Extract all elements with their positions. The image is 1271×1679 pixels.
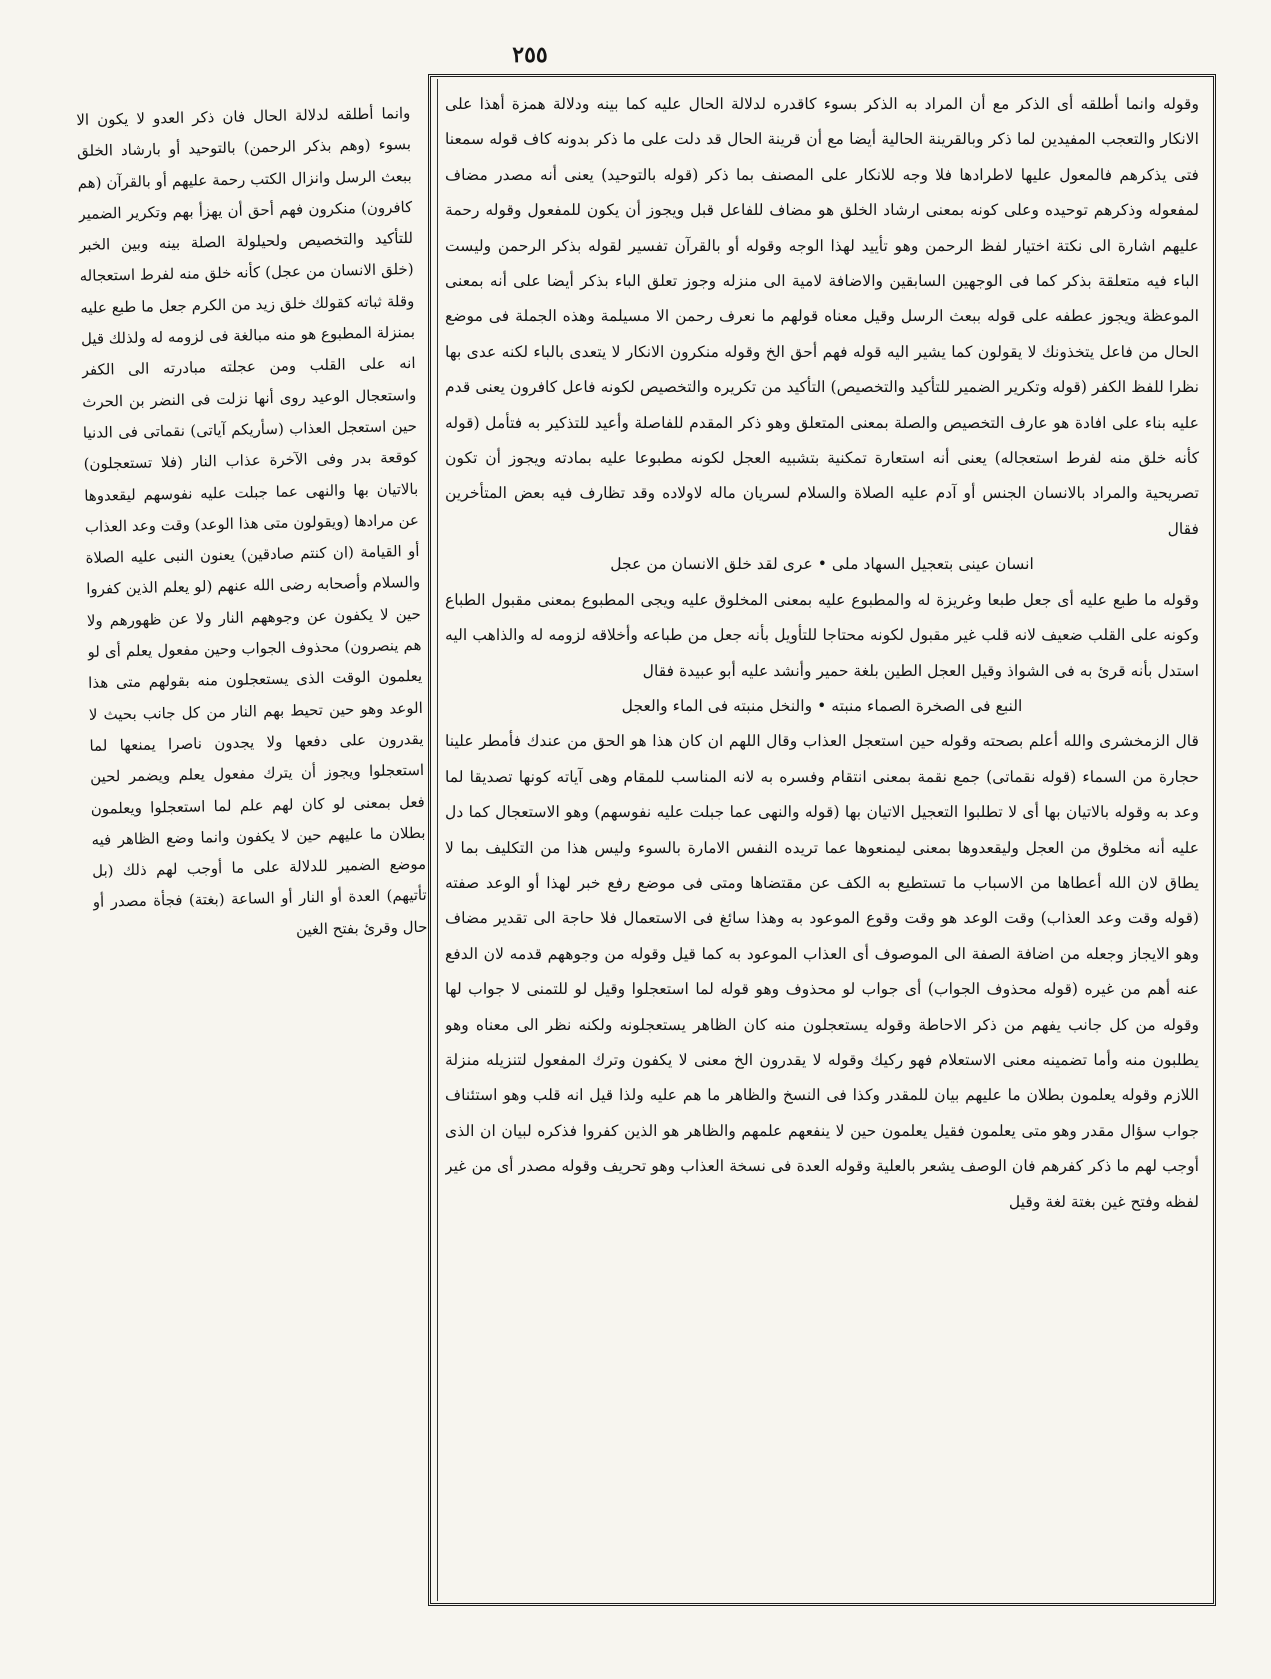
margin-text-column (76, 98, 441, 1605)
main-commentary-frame (428, 74, 1216, 1606)
main-commentary-column (445, 87, 1199, 1595)
poetry-verse: انسان عينى بتعجيل السهاد ملى • عرى لقد خلق الانسان من عجل (610, 555, 1034, 574)
margin-paragraph: وانما أطلقه لدلالة الحال فان ذكر العدو لا يكون الا بسوء (وهم بذكر الرحمن) بالتوحيد أو بارشاد الخلق ببعث الرسل وانزال الكتب رحمة عليهم أو بالقرآن (هم كافرون) منكرون فهم أحق أن يهزأ بهم وتكرير الضمير للتأكيد والتخصيص ولحيلولة الصلة بينه وبين الخبر (خلق الانسان من عجل) كأنه خلق منه لفرط استعجاله وقلة ثباته كقولك خلق زيد من الكرم جعل ما طبع عليه بمنزلة المطبوع هو منه مبالغة فى لزومه له ولذلك قيل انه على القلب ومن عجلته مبادرته الى الكفر واستعجال الوعيد روى أنها نزلت فى النضر بن الحرث حين استعجل العذاب (سأريكم آياتى) نقماتى فى الدنيا كوقعة بدر وفى الآخرة عذاب النار (فلا تستعجلون) بالاتيان بها والنهى عما جبلت عليه نفوسهم ليقعدوها عن مرادها (ويقولون متى هذا الوعد) وقت وعد العذاب أو القيامة (ان كنتم صادقين) يعنون النبى عليه الصلاة والسلام وأصحابه رضى الله عنهم (لو يعلم الذين كفروا حين لا يكفون عن وجوههم النار ولا عن ظهورهم ولا هم ينصرون) محذوف الجواب وحين مفعول يعلم أى لو يعلمون الوقت الذى يستعجلون منه بقولهم متى هذا الوعد وهو حين تحيط بهم النار من كل جانب بحيث لا يقدرون على دفعها ولا يجدون ناصرا يمنعها لما استعجلوا ويجوز أن يترك مفعول يعلم ويضمر لحين فعل بمعنى لو كان لهم علم لما استعجلوا ويعلمون بطلان ما عليهم حين لا يكفون وانما وضع الظاهر فيه موضع الضمير للدلالة على ما أوجب لهم ذلك (بل تأتيهم) العدة أو النار أو الساعة (بغتة) فجأة مصدر أو حال وقرئ بفتح الغين (76, 103, 428, 939)
poetry-verse: النبع فى الصخرة الصماء منبته • والنخل منبته فى الماء والعجل (621, 696, 1023, 715)
page-number: ٢٥٥ (512, 42, 548, 68)
commentary-paragraph: وقوله ما طبع عليه أى جعل طبعا وغريزة له والمطبوع عليه بمعنى المخلوق عليه ويجى المطبوع بمعنى مقبول الطباع وكونه على القلب ضعيف لانه قلب غير مقبول لكونه محتاجا للتأويل بأنه جعل من طباعه وأخلاقه لزومه له والذاهب اليه استدل بأنه قرئ به فى الشواذ وقيل العجل الطين بلغة حمير وأنشد عليه أبو عبيدة فقال (445, 590, 1199, 680)
commentary-paragraph: قال الزمخشرى والله أعلم بصحته وقوله حين استعجل العذاب وقال اللهم ان كان هذا هو الحق من عندك فأمطر علينا حجارة من السماء (قوله نقماتى) جمع نقمة بمعنى انتقام وفسره به لانه المناسب للمقام وهى آياته كونها تصديقا لما وعد به وقوله بالاتيان بها أى لا تطلبوا التعجيل الاتيان بها (قوله والنهى عما جبلت عليه نفوسهم) وهو الاستعجال كما دل عليه أنه مخلوق من العجل وليقعدوها بمعنى ليمنعوها عما تريده النفس الامارة بالسوء وليس هذا من التكليف بما لا يطاق لان الله أعطاها من الاسباب ما تستطيع به الكف عن مقتضاها ومتى فى موضع رفع خبر لهذا أو الوعد صفته (قوله وقت وعد العذاب) وقت الوعد هو وقت وقوع الموعود به وهذا سائغ فى الاستعمال فلا حاجة الى تقدير مضاف وهو الايجاز وجعله من اضافة الصفة الى الموصوف أى العذاب الموعود به كما قيل وقوله من وجوههم قدمه لان الدفع عنه أهم من غيره (قوله محذوف الجواب) أى جواب لو محذوف وهو قوله لما استعجلوا وقيل لو للتمنى لا جواب لها وقوله من كل جانب يفهم من ذكر الاحاطة وقوله يستعجلون منه كان الظاهر يستعجلونه ولكنه نظر الى معناه وهو يطلبون منه وأما تضمينه معنى الاستعلام فهو ركيك وقوله لا يقدرون الخ معنى لا يكفون وترك المفعول لتنزيله منزلة اللازم وقوله يعلمون بطلان ما عليهم بيان للمقدر وكذا فى النسخ والظاهر ما هم عليه ولذا قيل انه قلب وهو استئناف جواب سؤال مقدر وهو متى يعلمون فقيل يعلمون حين لا ينفعهم علمهم والظاهر هو الذين كفروا فذكره لبيان ان الذى أوجب لهم ما ذكر كفرهم فان الوصف يشعر بالعلية وقوله العدة فى نسخة العذاب وهو تحريف وقوله مصدر أى من غير لفظه وفتح غين بغتة لغة وقيل (445, 732, 1199, 1211)
commentary-paragraph: وقوله وانما أطلقه أى الذكر مع أن المراد به الذكر بسوء كاقدره لدلالة الحال عليه كما بينه ودلالة همزة أهذا على الانكار والتعجب المفيدين لما ذكر وبالقرينة الحالية أيضا مع أن قرينة الحال قد دلت على ما ذكر بدونه كاف قوله سمعنا فتى يذكرهم فالمعول عليها لاطرادها فلا وجه للانكار على المصنف بما ذكر (قوله بالتوحيد) يعنى أنه مصدر مضاف لمفعوله وذكرهم توحيده وعلى كونه بمعنى ارشاد الخلق هو مضاف للفاعل قبل ويجوز أن يكون للمفعول وقوله رحمة عليهم اشارة الى نكتة اختيار لفظ الرحمن وهو تأييد لهذا الوجه وقوله أو بالقرآن تفسير لقوله بذكر الرحمن وليست الباء فيه متعلقة بذكر كما فى الوجهين السابقين والاضافة لامية الى منزله وجوز تعلق الباء بذكر أيضا على أنه بمعنى الموعظة ويجوز عطفه على قوله ببعث الرسل وقيل معناه قولهم ما نعرف رحمن الا مسيلمة وهذه الجملة فى موضع الحال من فاعل يتخذونك لا يقولون كما يشير اليه قوله فهم أحق الخ وقوله منكرون الانكار لا يتعدى بالباء لكنه عدى بها نظرا للفظ الكفر (قوله وتكرير الضمير للتأكيد والتخصيص) التأكيد من تكريره والتخصيص لكونه فاعل كافرون يعنى قدم عليه بناء على افادة هو عارف التخصيص والصلة بمعنى المتعلق وهو ذكر المقدم للفاصلة وأعيد للتذكير به فتأمل (قوله كأنه خلق منه لفرط استعجاله) يعنى أنه استعارة تمكنية بتشبيه العجل لكونه مطبوعا عليه بمادته ويجوز أن تكون تصريحية والمراد بالانسان الجنس أو آدم عليه الصلاة والسلام لسريان ماله لاولاده وقد تظارف فيه بعض المتأخرين فقال (445, 95, 1199, 538)
